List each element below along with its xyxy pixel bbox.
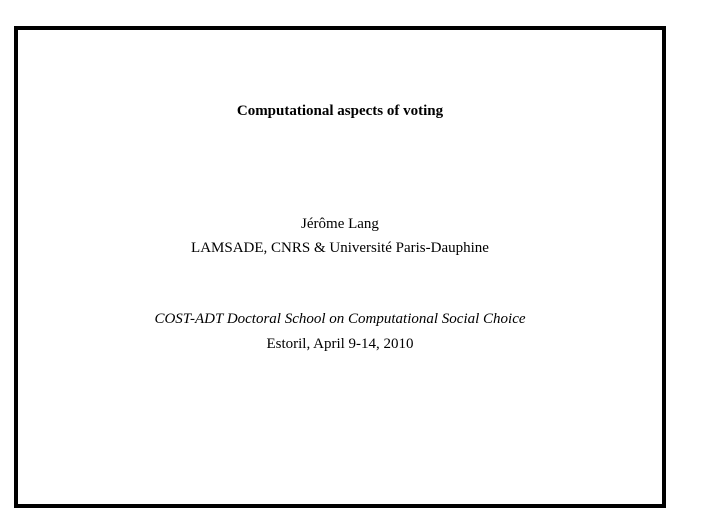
title-slide (14, 26, 666, 508)
slide-title: Computational aspects of voting (236, 103, 444, 119)
author-affiliation: LAMSADE, CNRS & Université Paris-Dauphine (191, 240, 489, 256)
event-location-date: Estoril, April 9-14, 2010 (266, 336, 414, 352)
event-name: COST-ADT Doctoral School on Computational Social Choice (154, 311, 526, 327)
author-name: Jérôme Lang (301, 216, 379, 232)
